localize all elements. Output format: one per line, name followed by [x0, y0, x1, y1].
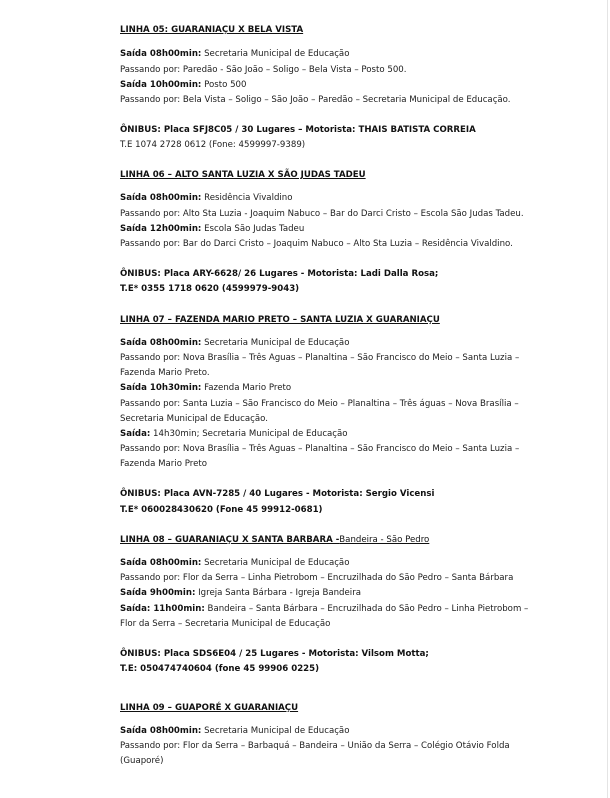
saida-label: Saída 08h00min: [120, 338, 202, 348]
linha09-passando-1b: (Guaporé) [120, 756, 164, 766]
linha07-te: T.E* 060028430620 (Fone 45 99912-0681) [120, 505, 323, 515]
saida-label: Saída: [120, 429, 151, 439]
saida-label: Saída 10h00min: [120, 80, 202, 90]
linha07-saida-1 [120, 339, 349, 348]
linha05-saida-2 [120, 81, 246, 90]
linha08-saida-1 [120, 559, 349, 568]
saida-value: Secretaria Municipal de Educação [201, 338, 350, 348]
saida-label: Saída 9h00min: [120, 588, 196, 598]
saida-value: 14h30min; Secretaria Municipal de Educação [150, 429, 348, 439]
linha07-title: LINHA 07 – FAZENDA MARIO PRETO – SANTA LUZIA X GUARANIAÇU [120, 315, 440, 325]
saida-value: Bandeira – Santa Bárbara – Encruzilhada do São Pedro – Linha Pietrobom – [204, 604, 529, 614]
linha05-onibus: ÔNIBUS: Placa SFJ8C05 / 30 Lugares – Motorista: THAIS BATISTA CORREIA [120, 125, 476, 135]
linha07-passando-2a: Passando por: Santa Luzia – São Francisco do Meio – Planaltina – Três águas – Nova Brasília – [120, 399, 519, 409]
linha06-title: LINHA 06 – ALTO SANTA LUZIA X SÃO JUDAS TADEU [120, 170, 366, 180]
saida-label: Saída: 11h00min: [120, 604, 205, 614]
saida-label: Saída 10h30min: [120, 383, 202, 393]
linha06-saida-2 [120, 225, 304, 234]
saida-value: Escola São Judas Tadeu [201, 224, 305, 234]
linha08-saida-2 [120, 589, 361, 598]
linha07-passando-3a: Passando por: Nova Brasília – Três Aguas – Planaltina – São Francisco do Meio – Santa Luzia – [120, 444, 520, 454]
linha07-passando-2b: Secretaria Municipal de Educação. [120, 414, 268, 424]
saida-value: Residência Vivaldino [201, 193, 293, 203]
linha06-passando-1: Passando por: Alto Sta Luzia - Joaquim Nabuco – Bar do Darci Cristo – Escola São Judas Tadeu. [120, 209, 524, 219]
linha08-title-main: LINHA 08 – GUARANIAÇU X SANTA BARBARA - [120, 535, 340, 545]
saida-value: Secretaria Municipal de Educação [201, 726, 350, 736]
saida-label: Saída 08h00min: [120, 49, 202, 59]
linha07-passando-1a: Passando por: Nova Brasília – Três Aguas – Planaltina – São Francisco do Meio – Santa Luzia – [120, 353, 520, 363]
saida-value: Secretaria Municipal de Educação [201, 558, 350, 568]
saida-label: Saída 08h00min: [120, 558, 202, 568]
linha07-passando-3b: Fazenda Mario Preto [120, 459, 207, 469]
linha08-passando-3b: Flor da Serra – Secretaria Municipal de Educação [120, 619, 331, 629]
linha07-saida-2 [120, 384, 291, 393]
linha08-saida-3 [120, 605, 528, 614]
saida-label: Saída 12h00min: [120, 224, 202, 234]
linha07-onibus: ÔNIBUS: Placa AVN-7285 / 40 Lugares - Motorista: Sergio Vicensi [120, 489, 435, 499]
linha05-passando-1: Passando por: Paredão - São João – Soligo – Bela Vista – Posto 500. [120, 65, 407, 75]
linha08-te: T.E: 050474740604 (fone 45 99906 0225) [120, 664, 320, 674]
linha05-title: LINHA 05: GUARANIAÇU X BELA VISTA [120, 25, 304, 35]
linha06-onibus: ÔNIBUS: Placa ARY-6628/ 26 Lugares - Motorista: Ladi Dalla Rosa; [120, 269, 439, 279]
saida-label: Saída 08h00min: [120, 726, 202, 736]
linha05-passando-2: Passando por: Bela Vista – Soligo – São João – Paredão – Secretaria Municipal de Educação. [120, 95, 511, 105]
linha05-te: T.E 1074 2728 0612 (Fone: 4599997-9389) [120, 140, 306, 150]
saida-label: Saída 08h00min: [120, 193, 202, 203]
linha08-title [120, 536, 429, 545]
linha06-te: T.E* 0355 1718 0620 (4599979-9043) [120, 284, 300, 294]
linha09-title: LINHA 09 – GUAPORÉ X GUARANIAÇU [120, 703, 299, 713]
linha09-passando-1a: Passando por: Flor da Serra – Barbaquá – Bandeira – União da Serra – Colégio Otávio Folda [120, 741, 510, 751]
saida-value: Igreja Santa Bárbara - Igreja Bandeira [195, 588, 361, 598]
linha09-saida-1 [120, 727, 349, 736]
saida-value: Secretaria Municipal de Educação [201, 49, 350, 59]
linha07-saida-3 [120, 430, 348, 439]
linha08-title-suffix: Bandeira - São Pedro [339, 535, 430, 545]
saida-value: Fazenda Mario Preto [201, 383, 292, 393]
linha08-onibus: ÔNIBUS: Placa SDS6E04 / 25 Lugares - Motorista: Vilsom Motta; [120, 649, 429, 659]
linha06-passando-2: Passando por: Bar do Darci Cristo – Joaquim Nabuco – Alto Sta Luzia – Residência Vivaldino. [120, 239, 513, 249]
linha08-passando-1: Passando por: Flor da Serra – Linha Pietrobom – Encruzilhada do São Pedro – Santa Bárbara [120, 573, 514, 583]
scan-edge-line [607, 0, 608, 798]
linha05-saida-1 [120, 50, 349, 59]
linha06-saida-1 [120, 194, 293, 203]
linha07-passando-1b: Fazenda Mario Preto. [120, 368, 210, 378]
saida-value: Posto 500 [201, 80, 247, 90]
